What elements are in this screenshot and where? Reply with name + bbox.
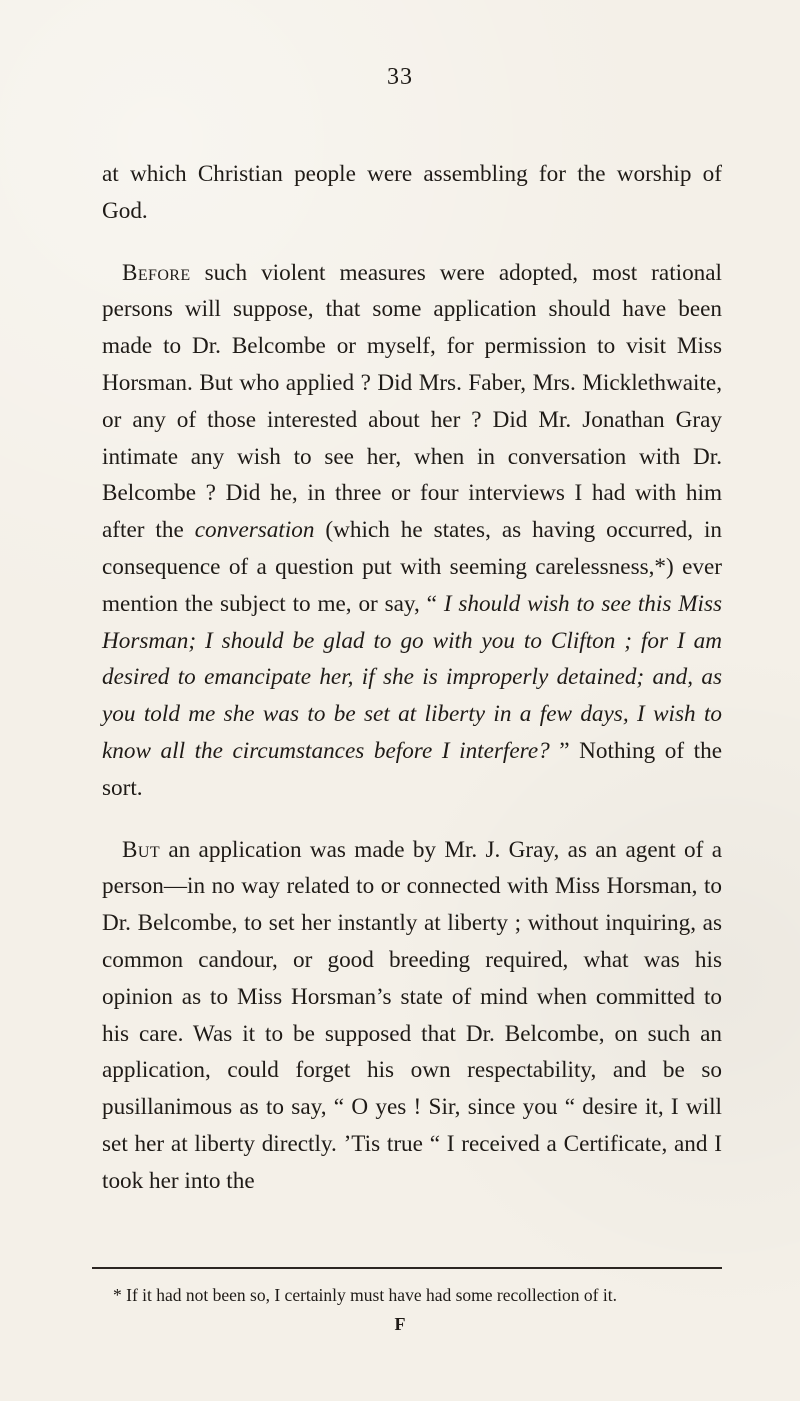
paragraph-1-text: at which Christian people were assembling for the worship of God.: [102, 161, 722, 224]
page-number: 33: [387, 64, 413, 90]
paragraph-3: [102, 832, 722, 1200]
paragraph-2-part-a: such violent measures were adopted, most rational persons will suppose, that some application should have been made to Dr. Belcombe or myself, for permission to visit Miss Horsman. But who applied ? Did Mrs. Faber, Mrs. Micklethwaite, or any of those interested about her ? Did Mr. Jonathan Gray intimate any wish to see her, when in conversation with Dr. Belcombe ? Did he, in three or four interviews I had with him after the: [102, 259, 722, 544]
paragraph-2-part-b: (which he states, as having occurred, in consequence of a question put with seeming carelessness,*) ever mention the subject to me, or say, “: [102, 517, 722, 617]
paragraph-3-body: an application was made by Mr. J. Gray, as an agent of a person—in no way related to or connected with Miss Horsman, to Dr. Belcombe, to set her instantly at liberty ; without inquiring, as common candour, or good breeding required, what was his opinion as to Miss Horsman’s state of mind when committed to his care. Was it to be supposed that Dr. Belcombe, on such an application, could forget his own respectability, and be so pusillanimous as to say, “ O yes ! Sir, since you “ desire it, I will set her at liberty directly. ’Tis true “ I received a Certificate, and I took her into the: [102, 836, 722, 1194]
paragraph-2-quote: I should wish to see this Miss Horsman; I should be glad to go with you to Clifton ; for I am desired to emancipate her, if she is improperly detained; and, as you told me she was to be set at liberty in a few days, I wish to know all the circumstances before I interfere?: [102, 590, 723, 764]
paragraph-2-part-c: ” Nothing of the sort.: [102, 737, 722, 801]
paragraph-2-italic-word: conversation: [194, 517, 315, 544]
paragraph-2-lead: Before: [122, 259, 191, 286]
footnote: * If it had not been so, I certainly must have had some recollection of it.: [113, 1285, 617, 1305]
footnote-divider: [92, 1267, 722, 1269]
paragraph-1: [102, 156, 722, 230]
signature-mark: F: [394, 1314, 406, 1334]
paragraph-3-lead: But: [122, 836, 160, 863]
paragraph-2: [102, 255, 722, 807]
main-text: [102, 156, 722, 1225]
